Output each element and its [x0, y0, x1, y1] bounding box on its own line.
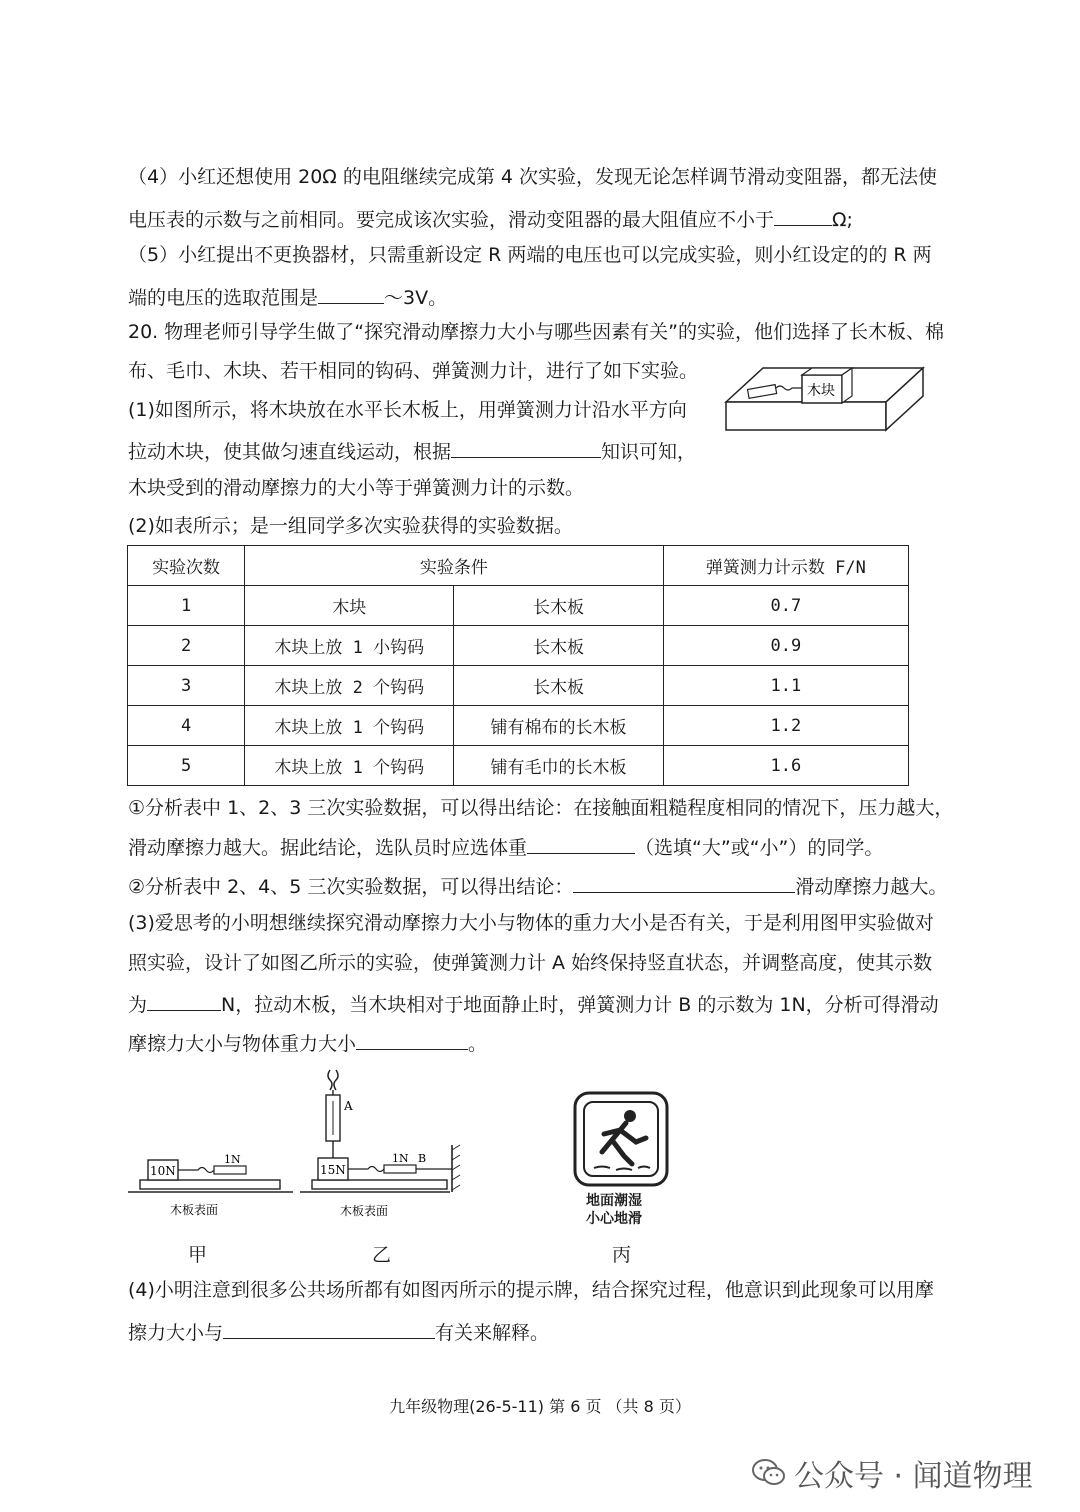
q20-c2 [128, 870, 947, 901]
q20-p4-line1: (4)小明注意到很多公共场所都有如图丙所示的提示牌，结合探究过程，他意识到此现象可以用摩 [128, 1279, 934, 1301]
watermark-text: 公众号 · 闻道物理 [794, 1459, 1033, 1494]
q20-p3-line3 [128, 988, 939, 1019]
block-weight-label: 15N [320, 1163, 346, 1177]
table-row [128, 626, 909, 666]
sign-caption-line2: 小心地滑 [586, 1211, 642, 1227]
q20-p4-text: 擦力大小与 [128, 1322, 224, 1344]
force-label: 1N [224, 1153, 241, 1166]
figure-caption-jia: 甲 [188, 1244, 208, 1266]
q19-p4-line2 [128, 203, 853, 234]
q20-intro-line1: 20. 物理老师引导学生做了“探究滑动摩擦力大小与哪些因素有关”的实验，他们选择了长木板、棉 [128, 321, 944, 343]
q20-c1-text-end: （选填“大”或“小”）的同学。 [635, 837, 884, 859]
cell-object: 木块上放 1 个钩码 [245, 706, 454, 746]
figure-caption-yi: 乙 [372, 1244, 392, 1266]
cell-reading: 1.6 [663, 746, 908, 786]
cell-object: 木块上放 1 个钩码 [245, 746, 454, 786]
cell-reading: 1.1 [663, 666, 908, 706]
q19-p4-unit: Ω; [832, 209, 853, 231]
header-reading: 弹簧测力计示数 F/N [663, 546, 908, 586]
q20-p3-text: 为 [128, 994, 148, 1016]
q20-p3-line2: 照实验，设计了如图乙所示的实验，使弹簧测力计 A 始终保持竖直状态，并调整高度，使其示数 [128, 952, 933, 974]
cell-trial: 3 [128, 666, 245, 706]
q20-intro-line2: 布、毛巾、木块、若干相同的钩码、弹簧测力计，进行了如下实验。 [128, 360, 699, 382]
figure-yi [300, 1065, 465, 1225]
q20-p3-text-mid: N，拉动木板，当木块相对于地面静止时，弹簧测力计 B 的示数为 1N，分析可得滑动 [221, 994, 939, 1016]
q20-p1-line3: 木块受到的滑动摩擦力的大小等于弹簧测力计的示数。 [128, 477, 585, 499]
table-row [128, 706, 909, 746]
sign-caption-line1: 地面潮湿 [586, 1193, 642, 1209]
watermark [752, 1451, 1033, 1495]
q20-c1-line1: ①分析表中 1、2、3 三次实验数据，可以得出结论：在接触面粗糙程度相同的情况下，压力越大， [128, 797, 954, 819]
slippery-floor-sign [572, 1090, 672, 1190]
cell-reading: 1.2 [663, 706, 908, 746]
force-label: 1N [392, 1152, 409, 1165]
answer-blank[interactable] [318, 281, 384, 304]
table-header-row [128, 546, 909, 586]
q20-c2-text: ②分析表中 2、4、5 三次实验数据，可以得出结论： [128, 876, 574, 898]
q20-p3-line4 [128, 1027, 487, 1058]
block-on-board-figure [718, 360, 928, 435]
answer-blank[interactable] [774, 203, 832, 226]
cell-surface: 铺有毛巾的长木板 [454, 746, 663, 786]
table-row [128, 666, 909, 706]
q19-p4-text: 电压表的示数与之前相同。要完成该次实验，滑动变阻器的最大阻值应不小于 [128, 209, 775, 231]
cell-object: 木块 [245, 586, 454, 626]
cell-object: 木块上放 1 小钩码 [245, 626, 454, 666]
q20-c1-line2 [128, 831, 883, 862]
answer-blank[interactable] [147, 988, 221, 1011]
q20-p3-text-end: 。 [468, 1033, 488, 1055]
answer-blank[interactable] [527, 831, 635, 854]
q19-p5-line1: （5）小红提出不更换器材，只需重新设定 R 两端的电压也可以完成实验，则小红设定的的 R 两 [128, 244, 932, 266]
header-trial: 实验次数 [128, 546, 245, 586]
q20-p1-line2 [128, 435, 696, 466]
cell-reading: 0.9 [663, 626, 908, 666]
table-row [128, 746, 909, 786]
q20-p1-text: 拉动木块，使其做匀速直线运动，根据 [128, 441, 452, 463]
q20-p1-line1: (1)如图所示，将木块放在水平长木板上，用弹簧测力计沿水平方向 [128, 399, 687, 421]
q20-p4-text-end: 有关来解释。 [435, 1322, 550, 1344]
q20-c2-text-end: 滑动摩擦力越大。 [795, 876, 948, 898]
q19-p5-unit: ～3V。 [384, 287, 448, 309]
q20-p3-line1: (3)爱思考的小明想继续探究滑动摩擦力大小与物体的重力大小是否有关，于是利用图甲实验做对 [128, 912, 934, 934]
experiment-data-table [127, 545, 909, 786]
answer-blank[interactable] [356, 1027, 468, 1050]
page-footer: 九年级物理(26-5-11) 第 6 页 （共 8 页） [389, 1397, 691, 1416]
cell-surface: 铺有棉布的长木板 [454, 706, 663, 746]
cell-surface: 长木板 [454, 666, 663, 706]
q19-p5-line2 [128, 281, 447, 312]
figure-caption-bing: 丙 [612, 1244, 632, 1266]
answer-blank[interactable] [223, 1316, 435, 1339]
q19-p5-text: 端的电压的选取范围是 [128, 287, 319, 309]
meter-a-label: A [344, 1099, 353, 1113]
q20-p3-text-2: 摩擦力大小与物体重力大小 [128, 1033, 357, 1055]
block-label: 木块 [807, 383, 835, 399]
figure-jia [128, 1140, 298, 1220]
cell-surface: 长木板 [454, 626, 663, 666]
cell-trial: 2 [128, 626, 245, 666]
cell-trial: 5 [128, 746, 245, 786]
answer-blank[interactable] [573, 870, 795, 893]
header-condition: 实验条件 [245, 546, 664, 586]
cell-object: 木块上放 2 个钩码 [245, 666, 454, 706]
cell-surface: 长木板 [454, 586, 663, 626]
block-weight-label: 10N [150, 1164, 176, 1178]
surface-label: 木板表面 [170, 1203, 219, 1217]
q20-p1-text-end: 知识可知， [601, 441, 697, 463]
cell-trial: 1 [128, 586, 245, 626]
table-row [128, 586, 909, 626]
meter-b-label: B [418, 1152, 427, 1165]
cell-trial: 4 [128, 706, 245, 746]
q20-p2: (2)如表所示；是一组同学多次实验获得的实验数据。 [128, 515, 573, 537]
q19-p4-line1: （4）小红还想使用 20Ω 的电阻继续完成第 4 次实验，发现无论怎样调节滑动变阻器，都无法使 [128, 166, 938, 188]
cell-reading: 0.7 [663, 586, 908, 626]
answer-blank[interactable] [451, 435, 601, 458]
wechat-icon [752, 1458, 786, 1488]
q20-c1-text: 滑动摩擦力越大。据此结论，选队员时应选体重 [128, 837, 528, 859]
surface-label: 木板表面 [340, 1204, 389, 1218]
q20-p4-line2 [128, 1316, 549, 1347]
